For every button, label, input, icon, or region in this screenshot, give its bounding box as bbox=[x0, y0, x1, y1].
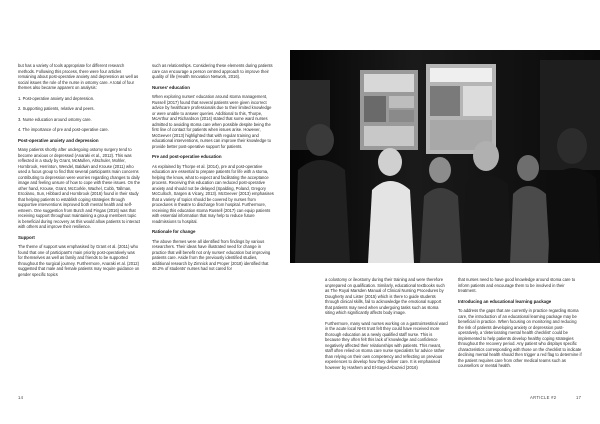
body-paragraph: Furthermore, many ward nurses working on a gastrointestinal ward in the acute local NHS trust felt they could have received more thorough education as a newly qualified staff nurse. This is because they often felt this lack of knowledge and confidence negatively affected their relationships with patients. This meant, staff often relied on stoma care nurse specialists for advice rather than relying on their own competency and reflecting on previous experiences to develop how they deliver care. It is emphasised however by Hashem and El-Sayed Abuzeid (2016) bbox=[325, 320, 448, 370]
person-silhouette bbox=[429, 157, 451, 183]
left-column-1 bbox=[18, 63, 140, 282]
theme-item: 2. Supporting patients, relative and peers. bbox=[18, 106, 95, 111]
page-number-left: 14 bbox=[18, 395, 24, 400]
section-heading: Pre and post-operative education bbox=[152, 154, 222, 159]
theme-item: 4. The importance of pre and post-operative care. bbox=[18, 127, 109, 132]
body-paragraph: Many patients shortly after undergoing ostomy surgery tend to become anxious or depressed (Anaraki et al., 2012). This was reflected in a study by Grant, McMullen, Altschuler, Mohler, Hornbrook, Herrinton, Wendel, Baldwin and Krouse (2011) who used a focus group to find that several participants main concerns contributing to depression were worries regarding changes to daily image and feeling unsure of how to cope with these issues. On the other hand, Krouse, Grant, McCorkle, Wachel, Cobb, Tallman, Ercolano, Sun, Hibbard and Hornbrook (2016) found in their study that helping patients to establish coping strategies through supportive interventions improved both mental health and self-esteem. One suggestion from Burch and Fingas (2016) was that receiving support throughout maintaining a group members topic is beneficial during recovery as this would allow patients to interact with others and improve their resilience. bbox=[18, 147, 140, 229]
body-paragraph: As explained by Thorpe et al. (2014), pre and post-operative education are essential to prepare patients for life with a stoma, helping the know, what to expect and facilitating the acceptance process. Receiving this education can reduced post-operative anxiety and should not be delayed (Spalding, Poland, Gregory McCulloch, Sargen & Vicary, 2013). McGeever (2013) emphasises that a variety of topics should be covered by nurses from procedures in theatre to discharge from hospital. Furthermore, receiving this education stoma Russell (2017) can equip patients with essential information that may help to reduce future readmissions to hospital. bbox=[152, 163, 274, 224]
page-number-right: 17 bbox=[576, 395, 582, 400]
body-paragraph: The above themes were all identified from findings by various researchers. Their ideas have illustrated need for change in practice that will benefit not only nurses' education but improving patients care. Aside from the previously identified studies, additional research by Zimnick and Proper (2018) identified that 46.2% of students' nurses had not cared for bbox=[152, 238, 271, 271]
right-column-2 bbox=[458, 277, 582, 374]
section-heading: Post-operative anxiety and depression bbox=[18, 137, 99, 143]
body-paragraph: The theme of support was emphasised by Grant et al. (2011) who found that one of participant's main priority post-operatively was for themselves as well as family and friends to be supported throughout the surgical journey. Furthermore, Anaraki et al. (2012) suggested that male and female patients may require guidance on gender specific topics bbox=[18, 244, 140, 277]
body-paragraph: that nurses need to have good knowledge around stoma care to inform patients and encourage them to be involved in their treatment. bbox=[458, 277, 576, 293]
right-column-1 bbox=[325, 277, 449, 375]
themes-list bbox=[18, 96, 140, 133]
section-heading: Introducing an educational learning package bbox=[458, 298, 552, 304]
person-silhouette bbox=[517, 155, 539, 181]
conference-photo-illustration bbox=[290, 50, 600, 263]
body-paragraph: When exploring nurses' education around stoma management, Russell (2017) found that several patients were given incorrect advice by healthcare professionals due to their limited knowledge or were unable to answer queries. Additional to this, Thorpe, McArthur and Richardson (2014) stated that some ward nurses admitted to avoiding stoma care when possible despite being the first line of contact for patients when issues arise. However, McGeever (2013) highlighted that with regular training and educational interventions, nurses can improve their knowledge to provide better post-operative support for patients. bbox=[152, 94, 272, 149]
person-silhouette bbox=[378, 148, 402, 176]
theme-item: 1. Post-operative anxiety and depression. bbox=[18, 95, 95, 101]
left-column-2 bbox=[152, 63, 276, 277]
section-heading: Nurses' education bbox=[152, 84, 190, 90]
body-paragraph: To address the gaps that are currently in practice regarding stoma care, the introduction of an educational learning package may be beneficial in practice. When focusing on monitoring and reducing the risk of patients developing anxiety or depression post-operatively, a 'deteriorating mental health checklist' could be implemented to help patients develop healthy coping strategies throughout the recovery period. Any patient who displays specific characteristics corresponding with those on the checklist to indicate declining mental health should then trigger a red flag to determine if the patient requires care from other medical teams such as counsellors or mental health. bbox=[458, 308, 582, 368]
person-silhouette bbox=[557, 128, 587, 164]
intro-paragraph: but has a variety of tools appropriate for different research methods. Following this process, there were four articles remaining about post-operative anxiety and depression as well as social issues the role of the nurse in ostomy care. A total of four themes also became apparent on analysis: bbox=[18, 63, 139, 90]
article-label: ARTICLE #2 bbox=[530, 395, 557, 400]
section-heading: Rationale for change bbox=[152, 229, 196, 234]
body-paragraph: a colostomy or ileostomy during their training and were therefore unprepared on qualification. Similarly, educational textbooks such as The Royal Marsden Manual of Clinical Nursing Procedures by Dougherty and Lister (2015) which is there to guide students through clinical skills, fail to acknowledge the emotional support that patients may need when undergoing tasks such as stoma siting which significantly affects body image. bbox=[325, 277, 445, 315]
conference-photo bbox=[290, 50, 600, 263]
theme-item: 3. Nurse education around ostomy care. bbox=[18, 116, 92, 122]
person-silhouette bbox=[473, 141, 499, 171]
body-paragraph: such as relationships. Considering these elements during patients care can encourage a person centred approach to improve their quality of life (Health Innovation Network, 2016). bbox=[152, 63, 273, 79]
person-silhouette bbox=[306, 124, 334, 156]
section-heading: Support bbox=[18, 234, 35, 240]
